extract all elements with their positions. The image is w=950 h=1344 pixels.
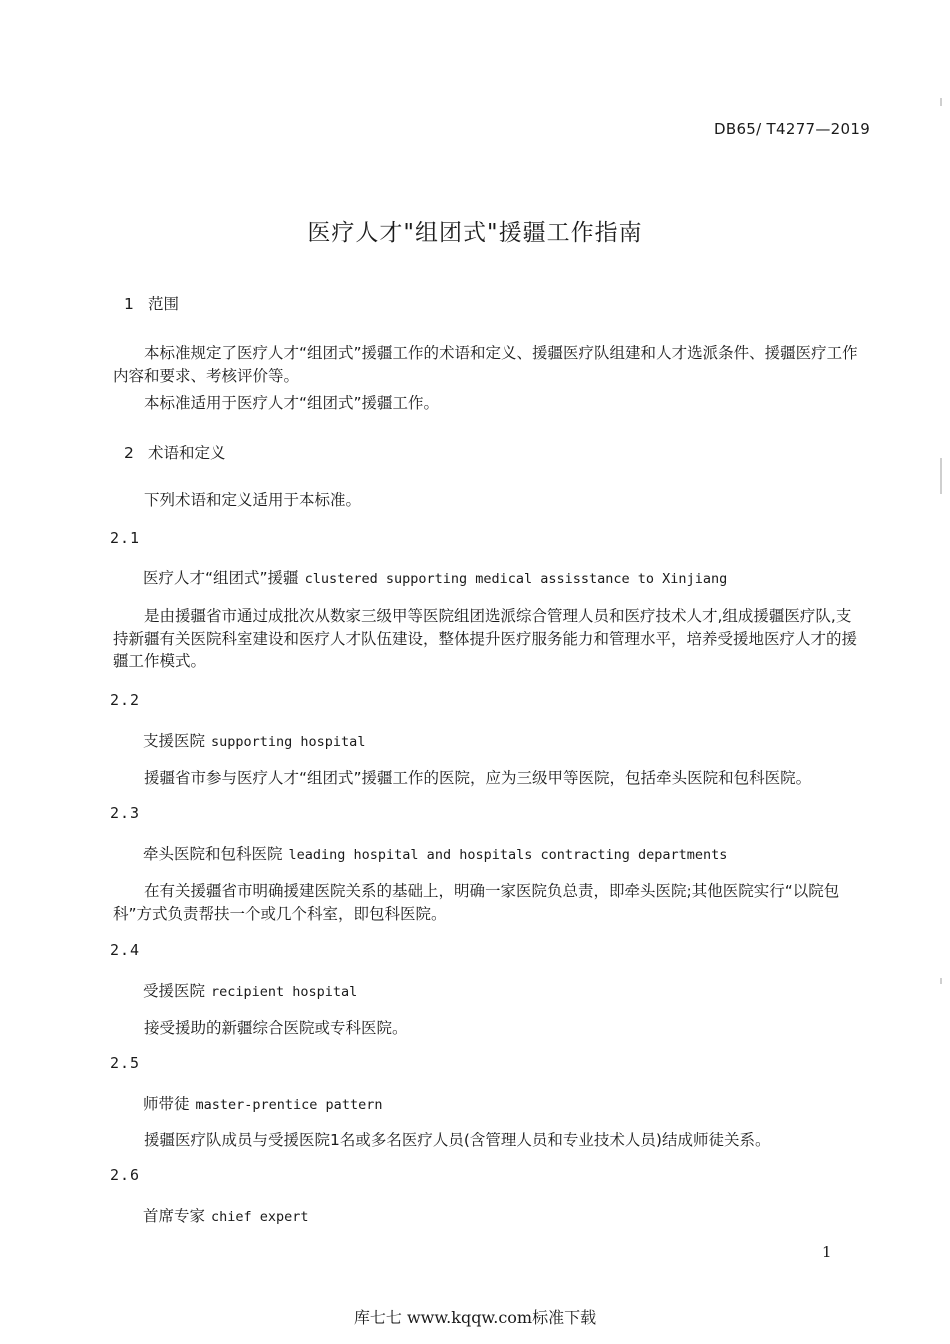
term-heading (143, 979, 357, 1001)
term-zh: 受援医院 (143, 982, 206, 1000)
scan-edge-mark (940, 458, 942, 494)
scan-edge-mark (940, 978, 942, 984)
term-en: leading hospital and hospitals contracting departments (288, 847, 728, 863)
scope-applicability: 本标准适用于医疗人才“组团式”援疆工作。 (144, 394, 440, 412)
standard-code: DB65/ T4277—2019 (714, 120, 871, 138)
term-en: supporting hospital (211, 734, 366, 750)
term-definition: 在有关援疆省市明确援建医院关系的基础上，明确一家医院负总责，即牵头医院;其他医院实行“以院包科”方式负责帮扶一个或几个科室，即包科医院。 (113, 882, 840, 923)
section-1-heading (124, 292, 179, 314)
term-zh: 首席专家 (143, 1207, 206, 1225)
clause-number: 2.4 (110, 941, 141, 959)
clause-number: 2.6 (110, 1166, 141, 1184)
term-en: master-prentice pattern (195, 1097, 383, 1113)
term-en: clustered supporting medical assisstance to Xinjiang (304, 571, 728, 587)
term-definition: 是由援疆省市通过成批次从数家三级甲等医院组团选派综合管理人员和医疗技术人才,组成援疆医疗队,支持新疆有关医院科室建设和医疗人才队伍建设，整体提升医疗服务能力和管理水平，培养受援地医疗人才的援疆工作模式。 (113, 607, 858, 670)
section-number: 1 (124, 295, 134, 313)
term-zh: 支援医院 (143, 732, 206, 750)
clause-number: 2.1 (110, 529, 141, 547)
term-heading (143, 1204, 309, 1226)
terms-intro: 下列术语和定义适用于本标准。 (144, 491, 362, 509)
term-en: recipient hospital (211, 984, 358, 1000)
term-definition: 接受援助的新疆综合医院或专科医院。 (144, 1019, 408, 1037)
scan-edge-mark (940, 98, 942, 106)
clause-number: 2.3 (110, 804, 141, 822)
term-definition: 援疆医疗队成员与受援医院1名或多名医疗人员(含管理人员和专业技术人员)结成师徒关系。 (144, 1131, 771, 1149)
term-heading (143, 566, 727, 588)
term-heading (143, 729, 365, 751)
section-title: 术语和定义 (148, 444, 226, 462)
term-zh: 医疗人才“组团式”援疆 (143, 569, 299, 587)
section-2-heading (124, 441, 226, 463)
page-number: 1 (822, 1243, 832, 1261)
term-en: chief expert (211, 1209, 309, 1225)
term-zh: 牵头医院和包科医院 (143, 845, 283, 863)
section-title: 范围 (148, 295, 180, 313)
term-heading (143, 1092, 382, 1114)
scope-paragraph: 本标准规定了医疗人才“组团式”援疆工作的术语和定义、援疆医疗队组建和人才选派条件、援疆医疗工作内容和要求、考核评价等。 (113, 344, 858, 385)
clause-number: 2.5 (110, 1054, 141, 1072)
footer-watermark: 库七七 www.kqqw.com标准下载 (353, 1308, 597, 1327)
clause-number: 2.2 (110, 691, 141, 709)
document-title: 医疗人才"组团式"援疆工作指南 (307, 220, 643, 246)
term-heading (143, 842, 727, 864)
section-number: 2 (124, 444, 134, 462)
term-definition: 援疆省市参与医疗人才“组团式”援疆工作的医院，应为三级甲等医院，包括牵头医院和包科医院。 (144, 769, 812, 787)
term-zh: 师带徒 (143, 1095, 190, 1113)
